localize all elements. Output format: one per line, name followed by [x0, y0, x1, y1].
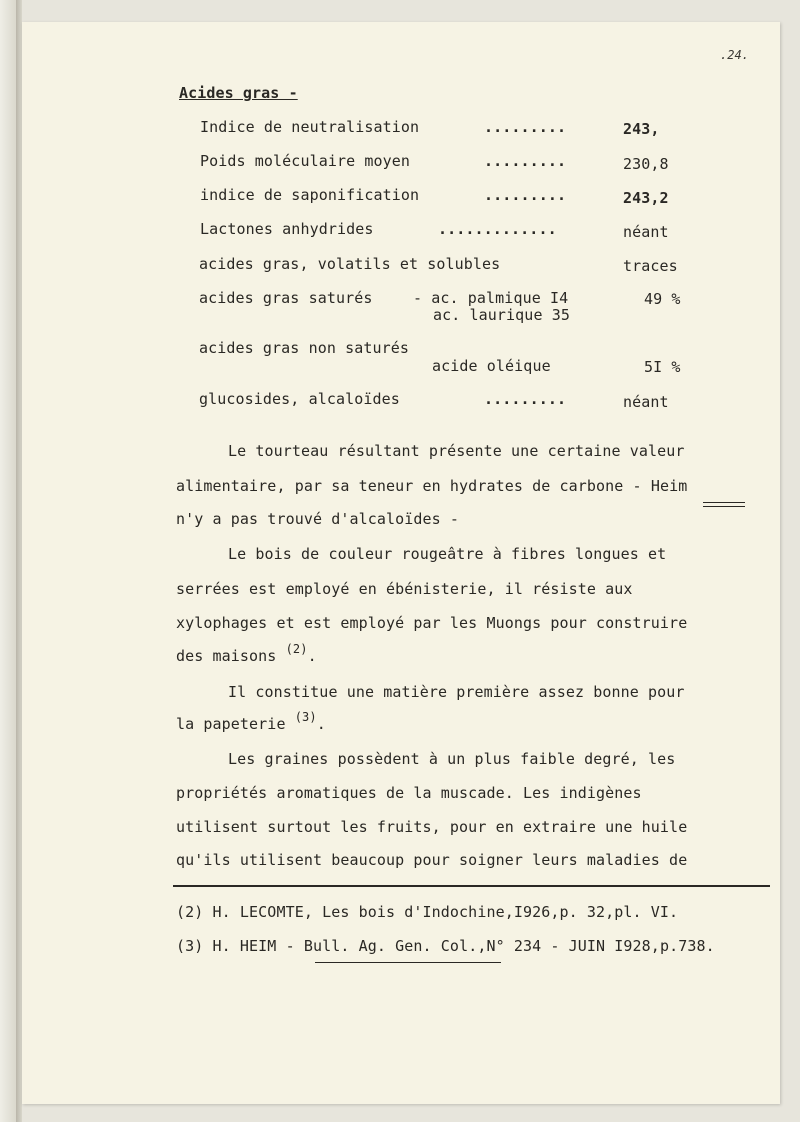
property-sublabel: - ac. palmique I4	[413, 289, 569, 307]
property-label: acides gras saturés	[199, 289, 373, 307]
body-line: qu'ils utilisent beaucoup pour soigner leurs maladies de	[176, 851, 688, 869]
page-number: .24.	[720, 48, 749, 62]
property-label: acides gras non saturés	[199, 339, 410, 357]
section-heading: Acides gras -	[179, 84, 298, 102]
body-line: Les graines possèdent à un plus faible degré, les	[228, 750, 676, 768]
property-label: Lactones anhydrides	[200, 220, 374, 238]
journal-title: Bull. Ag. Gen. Col.	[303, 937, 478, 955]
author-name: Heim	[650, 477, 688, 495]
footnote-rule	[173, 885, 770, 887]
property-dots: .........	[484, 186, 567, 204]
body-line: Il constitue une matière première assez bonne pour	[228, 683, 685, 701]
property-dots: .........	[484, 390, 567, 408]
property-value: néant	[623, 223, 669, 241]
footnote-prefix: (3) H. HEIM -	[176, 937, 304, 955]
property-value: 230,8	[623, 155, 669, 173]
property-label: glucosides, alcaloïdes	[199, 390, 400, 408]
property-dots: .............	[438, 220, 557, 238]
body-line: propriétés aromatiques de la muscade. Les indigènes	[176, 784, 642, 802]
body-line: Le bois de couleur rougeâtre à fibres longues et	[228, 545, 667, 563]
property-label: Indice de neutralisation	[200, 118, 420, 136]
property-value: traces	[623, 257, 678, 275]
body-text: alimentaire, par sa teneur en hydrates de carbone -	[176, 477, 651, 495]
body-line: xylophages et est employé par les Muongs pour construire	[176, 614, 688, 632]
property-sublabel: ac. laurique 35	[433, 306, 570, 324]
body-text: la papeterie	[176, 715, 295, 733]
property-value: 243,	[623, 120, 660, 138]
footnote-rest: ,N° 234 - JUIN I928,p.738.	[477, 937, 715, 955]
body-text: .	[316, 715, 326, 733]
property-value: néant	[623, 393, 669, 411]
property-label: acides gras, volatils et solubles	[199, 255, 501, 273]
body-line	[176, 477, 687, 495]
footnote-ref: (3)	[294, 710, 317, 724]
property-value: 49 %	[644, 290, 681, 308]
double-underline	[703, 502, 745, 507]
body-line	[176, 710, 326, 734]
property-label: indice de saponification	[200, 186, 420, 204]
body-line	[176, 642, 317, 666]
property-label: Poids moléculaire moyen	[200, 152, 411, 170]
binding-spine	[0, 0, 16, 1122]
body-line: utilisent surtout les fruits, pour en extraire une huile	[176, 818, 688, 836]
body-line: Le tourteau résultant présente une certaine valeur	[228, 442, 685, 460]
body-line: n'y a pas trouvé d'alcaloïdes -	[176, 510, 460, 528]
journal-underline	[315, 962, 501, 963]
property-dots: .........	[484, 118, 567, 136]
body-text: des maisons	[176, 647, 286, 665]
body-line: serrées est employé en ébénisterie, il résiste aux	[176, 580, 633, 598]
property-dots: .........	[484, 152, 567, 170]
footnote	[176, 937, 715, 955]
property-sublabel: acide oléique	[432, 357, 551, 375]
footnote: (2) H. LECOMTE, Les bois d'Indochine,I926,p. 32,pl. VI.	[176, 903, 679, 921]
body-text: .	[307, 647, 317, 665]
footnote-ref: (2)	[285, 642, 308, 656]
property-value: 243,2	[623, 189, 669, 207]
property-value: 5I %	[644, 358, 681, 376]
